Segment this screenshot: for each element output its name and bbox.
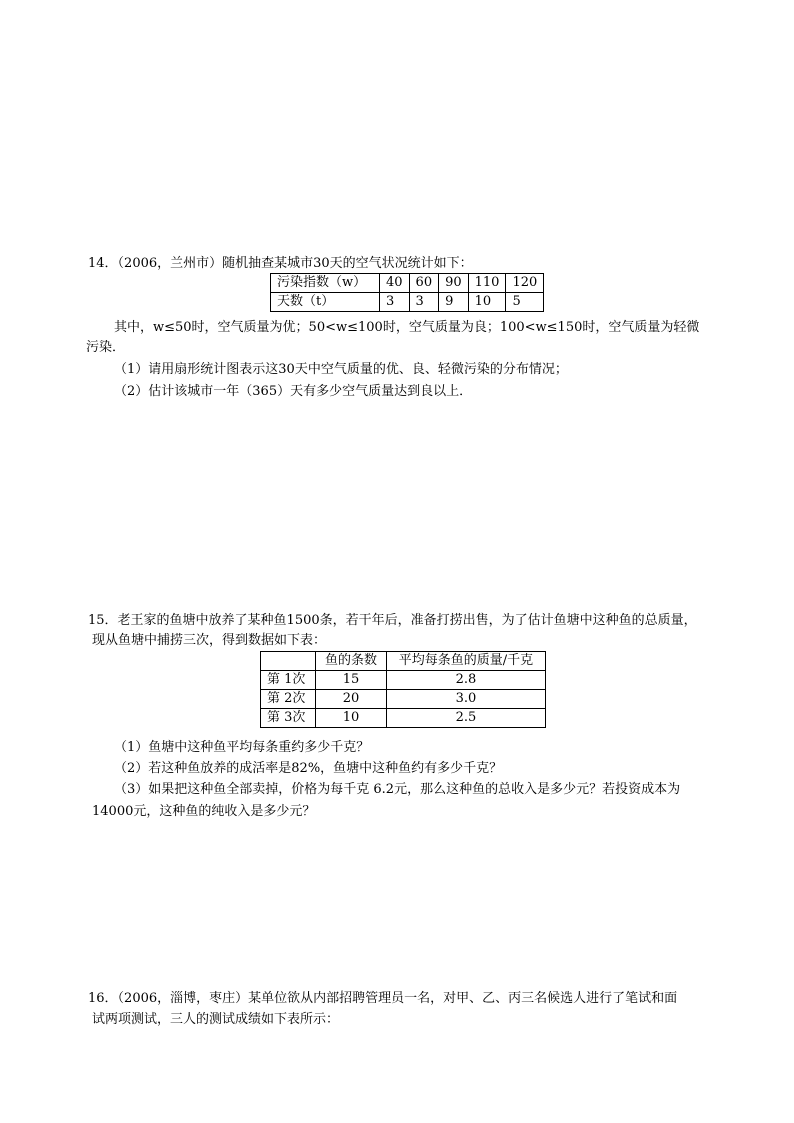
q15-line1: 15．老王家的鱼塘中放养了某种鱼1500条，若干年后，准备打捞出售，为了估计鱼塘中这种鱼的总质量， <box>88 613 697 628</box>
table-row <box>261 671 546 690</box>
q14-note-line1: 其中，w≤50时，空气质量为优；50<w≤100时，空气质量为良；100<w≤150时，空气质量为轻微 <box>114 320 700 335</box>
q15-cell: 10 <box>316 709 387 728</box>
q14-row-label: 天数（t） <box>271 293 380 312</box>
q14-sub1: （1）请用扇形统计图表示这30天中空气质量的优、良、轻微污染的分布情况； <box>114 362 568 377</box>
q14-pollution-table <box>270 273 544 312</box>
q15-sub2: （2）若这种鱼放养的成活率是82%，鱼塘中这种鱼约有多少千克？ <box>114 761 503 776</box>
q15-sub1: （1）鱼塘中这种鱼平均每条重约多少千克？ <box>114 740 370 755</box>
q15-row-label: 第 1次 <box>261 671 316 690</box>
q15-row-label: 第 2次 <box>261 690 316 709</box>
q15-row-label: 第 3次 <box>261 709 316 728</box>
q14-note-line2: 污染． <box>86 340 126 355</box>
q15-line2: 现从鱼塘中捕捞三次，得到数据如下表： <box>92 633 327 648</box>
table-row <box>271 274 544 293</box>
q15-header-count: 鱼的条数 <box>316 652 387 671</box>
q14-cell: 3 <box>380 293 410 312</box>
q14-cell: 40 <box>380 274 410 293</box>
q14-cell: 9 <box>439 293 469 312</box>
q14-cell: 10 <box>468 293 506 312</box>
q14-cell: 120 <box>506 274 544 293</box>
q15-cell: 2.8 <box>387 671 546 690</box>
table-row <box>261 652 546 671</box>
q15-fish-table <box>260 651 546 728</box>
table-row <box>261 709 546 728</box>
q15-header-blank <box>261 652 316 671</box>
q16-line2: 试两项测试，三人的测试成绩如下表所示： <box>92 1012 340 1027</box>
q15-cell: 2.5 <box>387 709 546 728</box>
q15-cell: 20 <box>316 690 387 709</box>
q15-sub3-line2: 14000元，这种鱼的纯收入是多少元？ <box>92 804 316 819</box>
q14-cell: 60 <box>409 274 439 293</box>
q14-cell: 5 <box>506 293 544 312</box>
q15-cell: 15 <box>316 671 387 690</box>
q15-sub3-line1: （3）如果把这种鱼全部卖掉，价格为每千克 6.2元，那么这种鱼的总收入是多少元？若投资成本为 <box>114 782 681 797</box>
q14-sub2: （2）估计该城市一年（365）天有多少空气质量达到良以上． <box>114 384 473 399</box>
table-row <box>261 690 546 709</box>
q14-cell: 110 <box>468 274 506 293</box>
q14-cell: 3 <box>409 293 439 312</box>
q14-cell: 90 <box>439 274 469 293</box>
q14-title: 14．（2006，兰州市）随机抽查某城市30天的空气状况统计如下： <box>88 256 473 271</box>
q15-header-weight: 平均每条鱼的质量/千克 <box>387 652 546 671</box>
q15-cell: 3.0 <box>387 690 546 709</box>
q16-line1: 16．（2006，淄博，枣庄）某单位欲从内部招聘管理员一名，对甲、乙、丙三名候选人进行了笔试和面 <box>88 991 678 1006</box>
table-row <box>271 293 544 312</box>
q14-header-label: 污染指数（w） <box>271 274 380 293</box>
